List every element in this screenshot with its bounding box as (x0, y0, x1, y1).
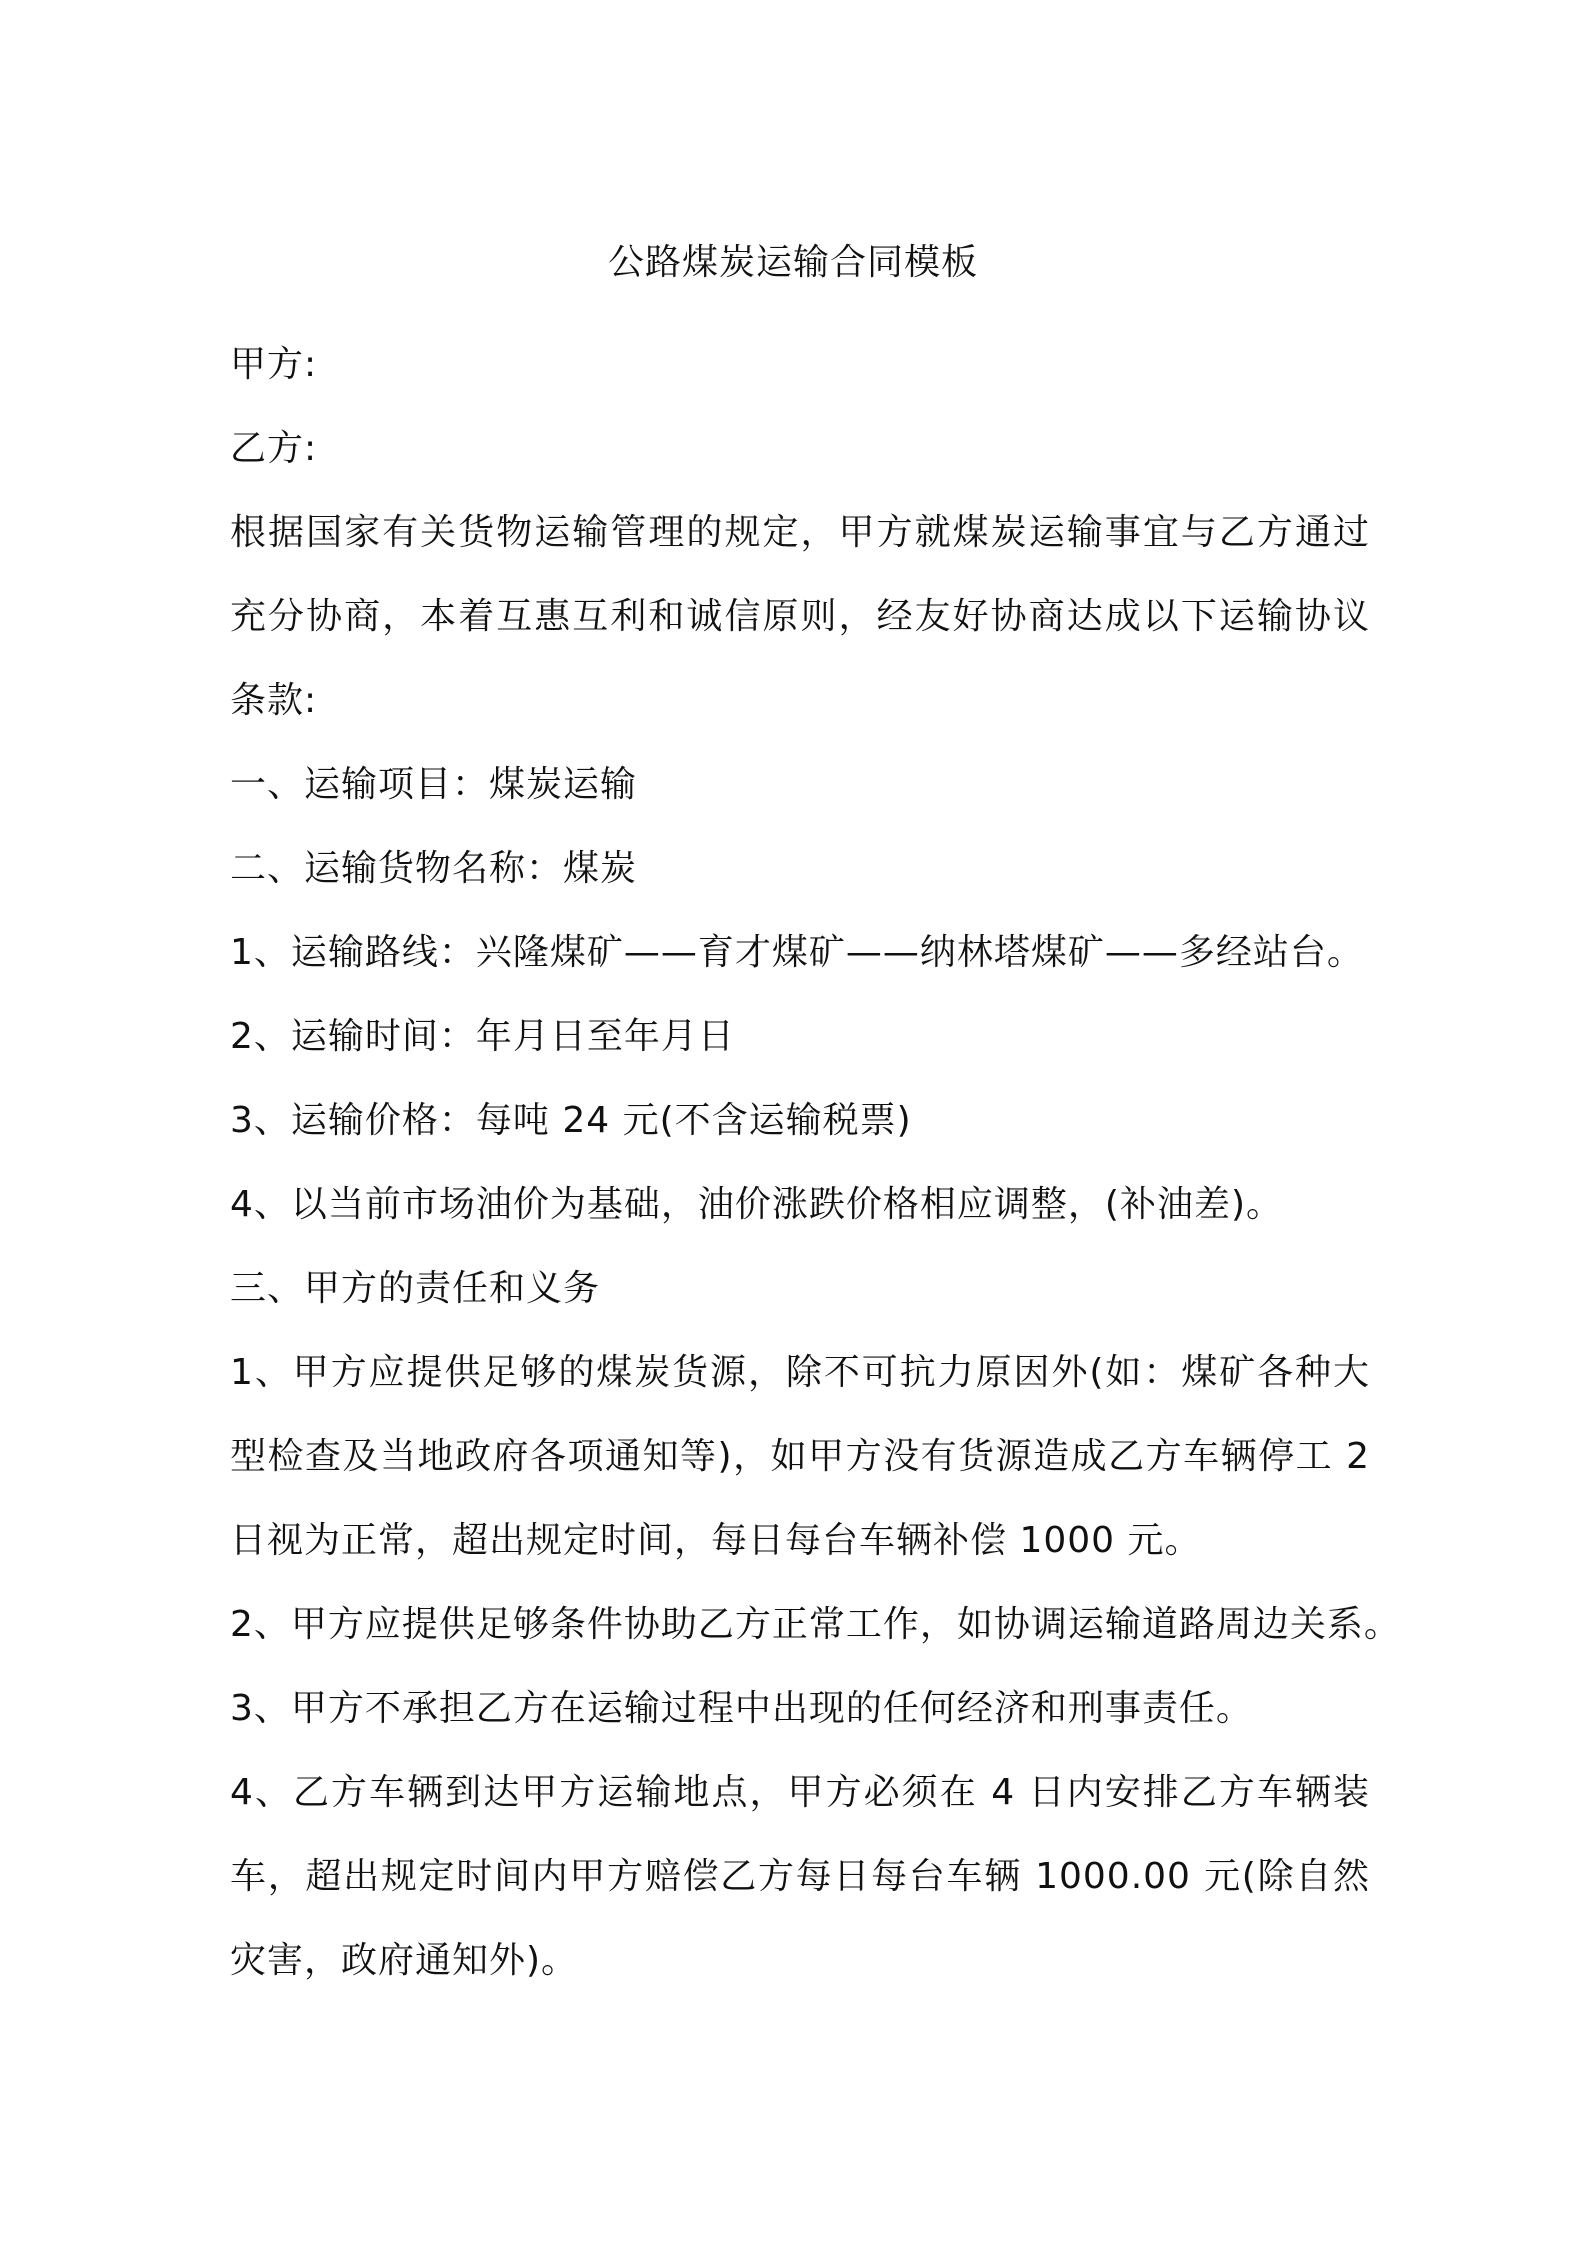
section-cargo-name: 二、运输货物名称：煤炭 (230, 848, 638, 889)
intro-paragraph: 根据国家有关货物运输管理的规定，甲方就煤炭运输事宜与乙方通过充分协商，本着互惠互利和诚信原则，经友好协商达成以下运输协议条款: (230, 512, 1370, 721)
clause-assist: 2、甲方应提供足够条件协助乙方正常工作，如协调运输道路周边关系。 (230, 1604, 1401, 1645)
clause-price: 3、运输价格：每吨 24 元(不含运输税票) (230, 1100, 912, 1141)
clause-loading: 4、乙方车辆到达甲方运输地点，甲方必须在 4 日内安排乙方车辆装车，超出规定时间内甲方赔偿乙方每日每台车辆 1000.00 元(除自然灾害，政府通知外)。 (230, 1772, 1370, 1981)
document-title: 公路煤炭运输合同模板 (607, 242, 978, 283)
party-a-line: 甲方: (230, 344, 318, 385)
party-b-line: 乙方: (230, 428, 318, 469)
document-body (230, 323, 1401, 2003)
clause-liability: 3、甲方不承担乙方在运输过程中出现的任何经济和刑事责任。 (230, 1688, 1253, 1729)
clause-fuel-adjustment: 4、以当前市场油价为基础，油价涨跌价格相应调整，(补油差)。 (230, 1184, 1283, 1225)
section-party-a-duties: 三、甲方的责任和义务 (230, 1268, 601, 1309)
clause-route: 1、运输路线：兴隆煤矿——育才煤矿——纳林塔煤矿——多经站台。 (230, 932, 1364, 973)
clause-supply: 1、甲方应提供足够的煤炭货源，除不可抗力原因外(如：煤矿各种大型检查及当地政府各项通知等)，如甲方没有货源造成乙方车辆停工 2日视为正常，超出规定时间，每日每台车辆补偿 1000 元。 (230, 1352, 1370, 1561)
section-transport-project: 一、运输项目：煤炭运输 (230, 764, 638, 805)
clause-time: 2、运输时间：年月日至年月日 (230, 1016, 735, 1057)
